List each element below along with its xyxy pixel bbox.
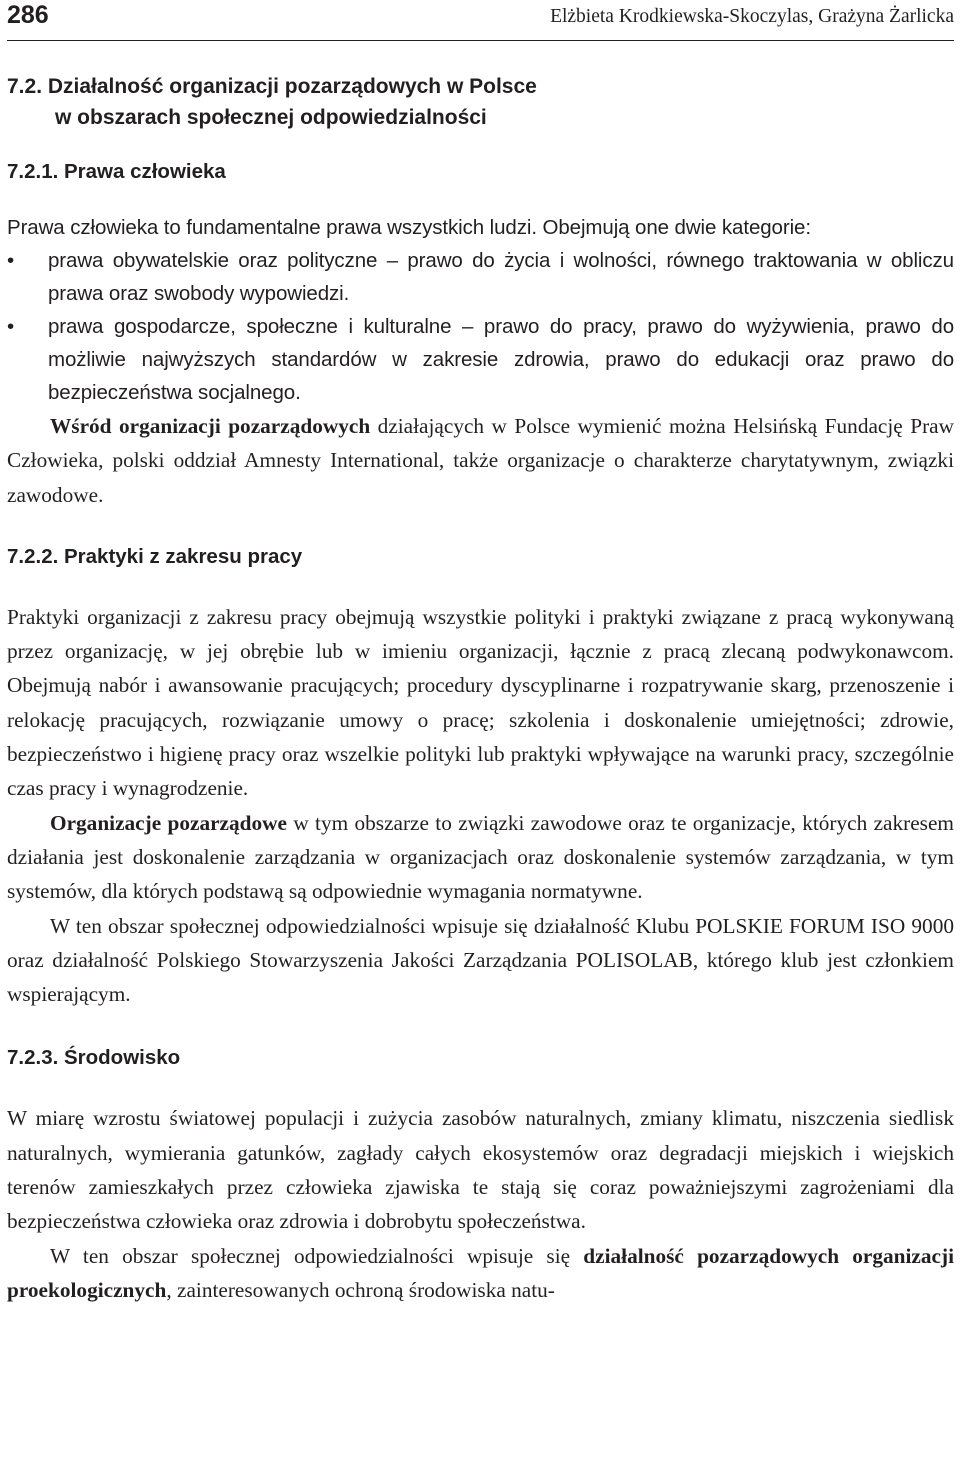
subsection-heading-human-rights: 7.2.1. Prawa człowieka: [7, 160, 226, 183]
paragraph-text: , zainteresowanych ochroną środowiska natu-: [166, 1277, 555, 1302]
paragraph-ngo-environment: [7, 1239, 954, 1308]
subsection-heading-labour-practices: 7.2.2. Praktyki z zakresu pracy: [7, 544, 303, 568]
running-head: Elżbieta Krodkiewska-Skoczylas, Grażyna Żarlicka: [550, 6, 954, 27]
paragraph-ngo-labour: [7, 806, 954, 909]
section-title-line2: w obszarach społecznej odpowiedzialności: [55, 106, 487, 129]
paragraph-text: działających w Polsce wymienić można Helsińską Fundację Praw Człowieka, polski oddział Amnesty International, także organizacje o charakterze charytatywnym, związki zawodowe.: [7, 414, 954, 507]
paragraph-polish-forum-iso: W ten obszar społecznej odpowiedzialności wpisuje się działalność Klubu POLSKIE FORUM ISO 9000 oraz działalność Polskiego Stowarzyszenia Jakości Zarządzania POLISOLAB, którego klub jest członkiem wspierającym.: [7, 913, 954, 1007]
page: [7, 0, 954, 1307]
paragraph-text: W ten obszar społecznej odpowiedzialności wpisuje się: [50, 1243, 584, 1268]
paragraph-human-rights-intro: Prawa człowieka to fundamentalne prawa wszystkich ludzi. Obejmują one dwie kategorie:: [7, 216, 811, 239]
bold-term: Wśród organizacji pozarządowych: [50, 414, 371, 438]
rights-categories-list: [7, 244, 954, 409]
list-item: [7, 310, 954, 409]
bullet-icon: •: [7, 315, 15, 338]
bold-term: działalność pozarządowych organizacji proekologicznych: [7, 1243, 954, 1302]
subsection-heading-environment: 7.2.3. Środowisko: [7, 1046, 181, 1070]
page-header: [7, 0, 954, 41]
section-title-line1: 7.2. Działalność organizacji pozarządowych w Polsce: [7, 75, 537, 98]
list-item-text: prawa gospodarcze, społeczne i kulturalne – prawo do pracy, prawo do wyżywienia, prawo do możliwie najwyższych standardów w zakresie zdrowia, prawo do edukacji oraz prawo do bezpieczeństwa socjalnego.: [48, 315, 954, 404]
list-item-text: prawa obywatelskie oraz polityczne – prawo do życia i wolności, równego traktowania w obliczu prawa oraz swobody wypowiedzi.: [48, 249, 954, 305]
paragraph-environment: W miarę wzrostu światowej populacji i zużycia zasobów naturalnych, zmiany klimatu, niszczenia siedlisk naturalnych, wymierania gatunków, zagłady całych ekosystemów oraz degradacji miejskich i wiejskich terenów zamieszkałych przez człowieka zjawiska te stają się coraz poważniejszymi zagrożeniami dla bezpieczeństwa człowieka oraz zdrowia i dobrobytu społeczeństwa.: [7, 1106, 954, 1234]
bold-term: Organizacje pozarządowe: [50, 810, 287, 835]
bullet-icon: •: [7, 249, 15, 272]
page-number: 286: [7, 1, 49, 29]
section-title: [7, 71, 954, 133]
paragraph-text: w tym obszarze to związki zawodowe oraz te organizacje, których zakresem działania jest doskonalenie zarządzania w organizacjach oraz doskonalenie systemów zarządzania, w tym systemów, dla których podstawą są odpowiednie wymagania normatywne.: [7, 810, 954, 904]
paragraph-labour-practices: Praktyki organizacji z zakresu pracy obejmują wszystkie polityki i praktyki związane z pracą wykonywaną przez organizację, w jej obrębie lub w imieniu organizacji, łącznie z pracą zlecaną podwykonawcom. Obejmują nabór i awansowanie pracujących; procedury dyscyplinarne i rozpatrywanie skarg, przenoszenie i relokację pracujących, rozwiązanie umowy o pracę; szkolenia i doskonalenie umiejętności; zdrowie, bezpieczeństwo i higienę pracy oraz wszelkie polityki lub praktyki wpływające na warunki pracy, szczególnie czas pracy i wynagrodzenie.: [7, 604, 954, 801]
paragraph-ngo-human-rights: [7, 409, 954, 512]
list-item: [7, 244, 954, 310]
